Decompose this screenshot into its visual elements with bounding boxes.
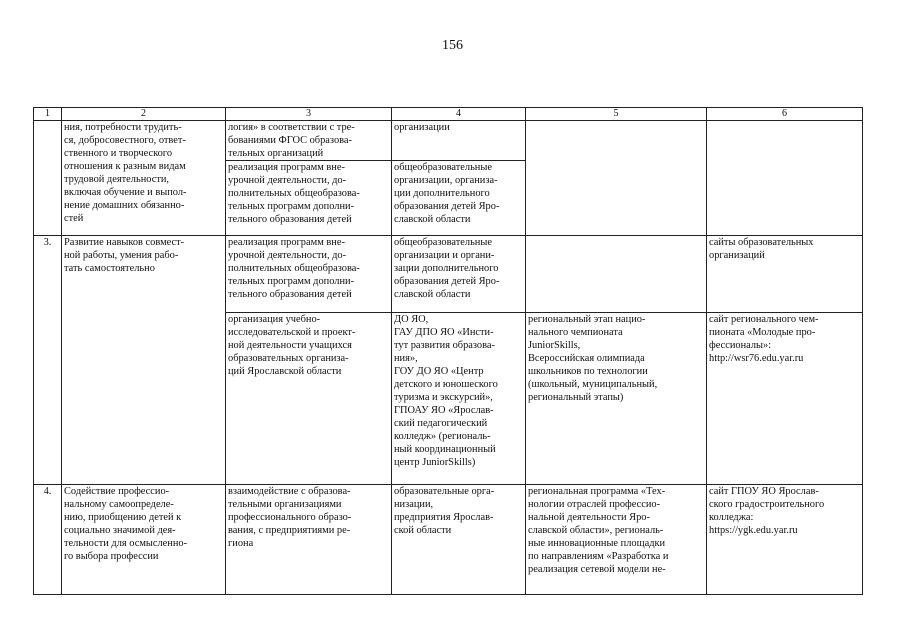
header-cell-6: 6 (707, 108, 863, 121)
resource-cell (707, 121, 863, 236)
row-number: 4. (34, 485, 62, 595)
table-row (34, 121, 863, 161)
header-cell-1: 1 (34, 108, 62, 121)
activity-cell: взаимодействие с образова- тельными организациями профессионального образо- вания, с предприятиями ре- гиона (226, 485, 392, 595)
header-cell-2: 2 (62, 108, 226, 121)
activity-cell: реализация программ вне- урочной деятельности, до- полнительных общеобразова- тельных программ дополни- тельного образования детей (226, 236, 392, 313)
program-table (33, 107, 863, 595)
event-cell: региональная программа «Тех- нологии отраслей профессио- нальной деятельности Яро- славской области», региональ- ные инновационные площадки по направлениям «Разработка и реализация сетевой модели не- (526, 485, 707, 595)
executor-cell: общеобразовательные организации, организа- ции дополнительного образования детей Яро- славской области (392, 161, 526, 236)
activity-cell: реализация программ вне- урочной деятельности, до- полнительных общеобразова- тельных программ дополни- тельного образования детей (226, 161, 392, 236)
activity-cell: логия» в соответствии с тре- бованиями ФГОС образова- тельных организаций (226, 121, 392, 161)
task-cell: ния, потребности трудить- ся, добросовестного, ответ- ственного и творческого отношения к разным видам трудовой деятельности, включая обучение и выпол- нение домашних обязанно- стей (62, 121, 226, 236)
task-cell: Содействие профессио- нальному самоопределе- нию, приобщению детей к социально значимой дея- тельности для осмысленно- го выбора профессии (62, 485, 226, 595)
event-cell (526, 236, 707, 313)
executor-cell: общеобразовательные организации и органи- зации дополнительного образования детей Яро- славской области (392, 236, 526, 313)
activity-cell: организация учебно- исследовательской и проект- ной деятельности учащихся образовательных организа- ций Ярославской области (226, 313, 392, 485)
resource-cell: сайт ГПОУ ЯО Ярослав- ского градостроительного колледжа: https://ygk.edu.yar.ru (707, 485, 863, 595)
executor-cell: ДО ЯО, ГАУ ДПО ЯО «Инсти- тут развития образова- ния», ГОУ ДО ЯО «Центр детского и юношеского туризма и экскурсий», ГПОАУ ЯО «Ярослав- ский педагогический колледж» (региональ- ный координационный центр JuniorSkills) (392, 313, 526, 485)
header-row (34, 108, 863, 121)
event-cell (526, 121, 707, 236)
task-cell: Развитие навыков совмест- ной работы, умения рабо- тать самостоятельно (62, 236, 226, 485)
row-number (34, 121, 62, 236)
resource-cell: сайт регионального чем- пионата «Молодые про- фессионалы»: http://wsr76.edu.yar.ru (707, 313, 863, 485)
executor-cell: образовательные орга- низации, предприятия Ярослав- ской области (392, 485, 526, 595)
page-number: 156 (442, 38, 463, 53)
table-row (34, 485, 863, 595)
row-number: 3. (34, 236, 62, 485)
header-cell-3: 3 (226, 108, 392, 121)
event-cell: региональный этап нацио- нального чемпионата JuniorSkills, Всероссийская олимпиада школьников по технологии (школьный, муниципальный, региональный этапы) (526, 313, 707, 485)
header-cell-5: 5 (526, 108, 707, 121)
table-row (34, 236, 863, 313)
executor-cell: организации (392, 121, 526, 161)
header-cell-4: 4 (392, 108, 526, 121)
resource-cell: сайты образовательных организаций (707, 236, 863, 313)
